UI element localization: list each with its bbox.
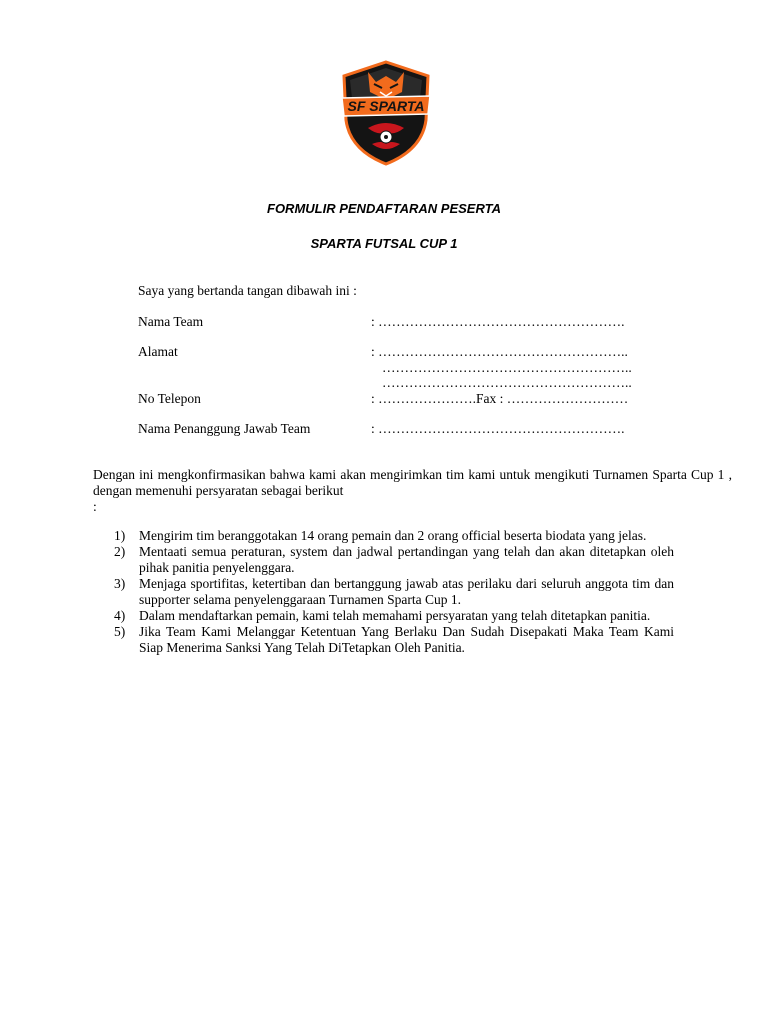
address-field-line2[interactable]: ……………………………………………….. (382, 360, 632, 375)
intro-text: Saya yang bertanda tangan dibawah ini : (138, 283, 357, 298)
phone-label: No Telepon (138, 391, 201, 406)
team-name-label: Nama Team (138, 314, 204, 329)
list-item (114, 608, 674, 624)
confirmation-colon: : (93, 499, 97, 514)
form-title: FORMULIR PENDAFTARAN PESERTA (267, 201, 501, 216)
responsible-label: Nama Penanggung Jawab Team (138, 421, 311, 436)
item-number: 2) (114, 544, 126, 559)
list-item (114, 576, 674, 608)
item-number: 3) (114, 576, 126, 591)
address-label: Alamat (138, 344, 178, 359)
form-subtitle: SPARTA FUTSAL CUP 1 (310, 236, 458, 251)
item-number: 1) (114, 528, 126, 543)
item-text: Dalam mendaftarkan pemain, kami telah memahami persyaratan yang telah ditetapkan panitia. (139, 608, 651, 623)
item-text: Mengirim tim beranggotakan 14 orang pemain dan 2 orang official beserta biodata yang jelas. (139, 528, 647, 543)
requirements-list (114, 528, 674, 656)
item-number: 5) (114, 624, 126, 639)
confirmation-paragraph: Dengan ini mengkonfirmasikan bahwa kami akan mengirimkan tim kami untuk mengikuti Turnamen Sparta Cup 1 , dengan memenuhi persyaratan sebagai berikut (93, 467, 732, 498)
team-name-field[interactable]: : ………………………………………………. (371, 314, 625, 329)
item-text: Jika Team Kami Melanggar Ketentuan Yang Berlaku Dan Sudah Disepakati Maka Team Kami Siap Menerima Sanksi Yang Telah DiTetapkan Oleh Panitia. (139, 624, 674, 655)
sf-sparta-logo (338, 58, 434, 168)
list-item (114, 544, 674, 576)
logo-text: SF SPARTA (347, 98, 425, 114)
item-text: Menjaga sportifitas, ketertiban dan bertanggung jawab atas perilaku dari seluruh anggota tim dan supporter selama penyelenggaraan Turnamen Sparta Cup 1. (139, 576, 674, 607)
phone-fax-field[interactable]: : ………………….Fax : ……………………… (371, 391, 629, 406)
list-item (114, 624, 674, 656)
address-field-line3[interactable]: ……………………………………………….. (382, 375, 632, 390)
item-text: Mentaati semua peraturan, system dan jadwal pertandingan yang telah dan akan ditetapkan oleh pihak panitia penyelenggara. (139, 544, 674, 575)
address-field-line1[interactable]: : ……………………………………………….. (371, 344, 628, 359)
list-item (114, 528, 674, 544)
responsible-field[interactable]: : ………………………………………………. (371, 421, 625, 436)
item-number: 4) (114, 608, 126, 623)
